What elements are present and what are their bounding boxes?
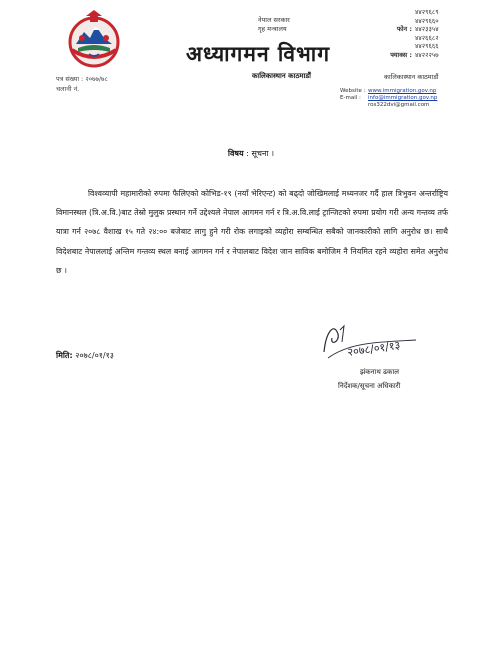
date-label: मिति:	[56, 351, 73, 360]
letter-number: पत्र संख्या : २०७७/७८	[56, 75, 108, 83]
gov-line-ministry: गृह मन्त्रालय	[258, 25, 287, 33]
contact-block: Website : www.immigration.gov.np E-mail : info@immigration.gov.np ros322dvi@gmail.com	[340, 88, 438, 108]
gov-line-nepal: नेपाल सरकार	[258, 16, 290, 24]
signatory-title: निर्देशक/सूचना अधिकारी	[338, 382, 401, 390]
handwritten-signature-icon	[320, 312, 420, 368]
office-address: कालिकास्थान काठमाडौं	[384, 73, 439, 81]
phone-row: ४४२९६६६	[415, 42, 439, 50]
signatory-name: झंकनाथ ढकाल	[360, 368, 399, 376]
fax-row: फ्याक्स : ४४२२२५७	[390, 50, 439, 59]
email-secondary: ros322dvi@gmail.com	[368, 102, 430, 108]
subject-line	[0, 148, 502, 159]
phone-row: ४४२६६८२	[415, 33, 439, 42]
date-line	[56, 350, 114, 361]
notice-body: विश्वव्यापी महामारीको रुपमा फैलिएको कोभिड-१९ (नयाँ भेरिएन्ट) को बढ्दो जोखिमलाई मध्यनजर गर्दै हाल त्रिभुवन अन्तर्राष्ट्रिय विमानस्थल (त्रि.अ.वि.)बाट तेस्रो मुलुक प्रस्थान गर्ने उद्देश्यले नेपाल आगमन गर्न र त्रि.अ.वि.लाई ट्रान्जिटको रुपमा प्रयोग गरी अन्य गन्तव्य तर्फ यात्रा गर्न २०७८ वैशाख १५ गते २४:०० बजेबाट लागु हुने गरी रोक लगाइको व्यहोरा सम्बन्धित सबैको जानकारीको लागि अनुरोध छ। साथै विदेशबाट नेपाललाई अन्तिम गन्तव्य स्थल बनाई आगमन गर्न र नेपालबाट विदेश जान साविक बमोजिम नै नियमित रहने व्यहोरा समेत अनुरोध छ ।	[56, 189, 448, 275]
phone-list	[390, 8, 470, 59]
website-link[interactable]: www.immigration.gov.np	[368, 88, 437, 94]
subject-label: विषय	[227, 149, 244, 158]
email-link[interactable]: info@immigration.gov.np	[368, 95, 438, 101]
reference-block	[56, 74, 108, 94]
dispatch-number: चलानी नं.	[56, 85, 80, 93]
department-title: अध्यागमन विभाग	[186, 41, 331, 66]
date-value: २०७८/०१/१३	[75, 351, 114, 360]
phone-row: ४४२९६८९	[415, 8, 439, 16]
svg-text:२०७८/०१/१३: २०७८/०१/१३	[346, 338, 402, 359]
phone-row: ४४२९६६०	[415, 16, 439, 25]
phone-row: फोन : ४४२३३५४	[396, 25, 439, 33]
department-office: कालिकास्थान काठमाडौं	[252, 72, 311, 80]
nepal-emblem-icon	[62, 8, 126, 72]
subject-text: : सूचना ।	[246, 149, 275, 158]
government-heading	[258, 16, 290, 34]
